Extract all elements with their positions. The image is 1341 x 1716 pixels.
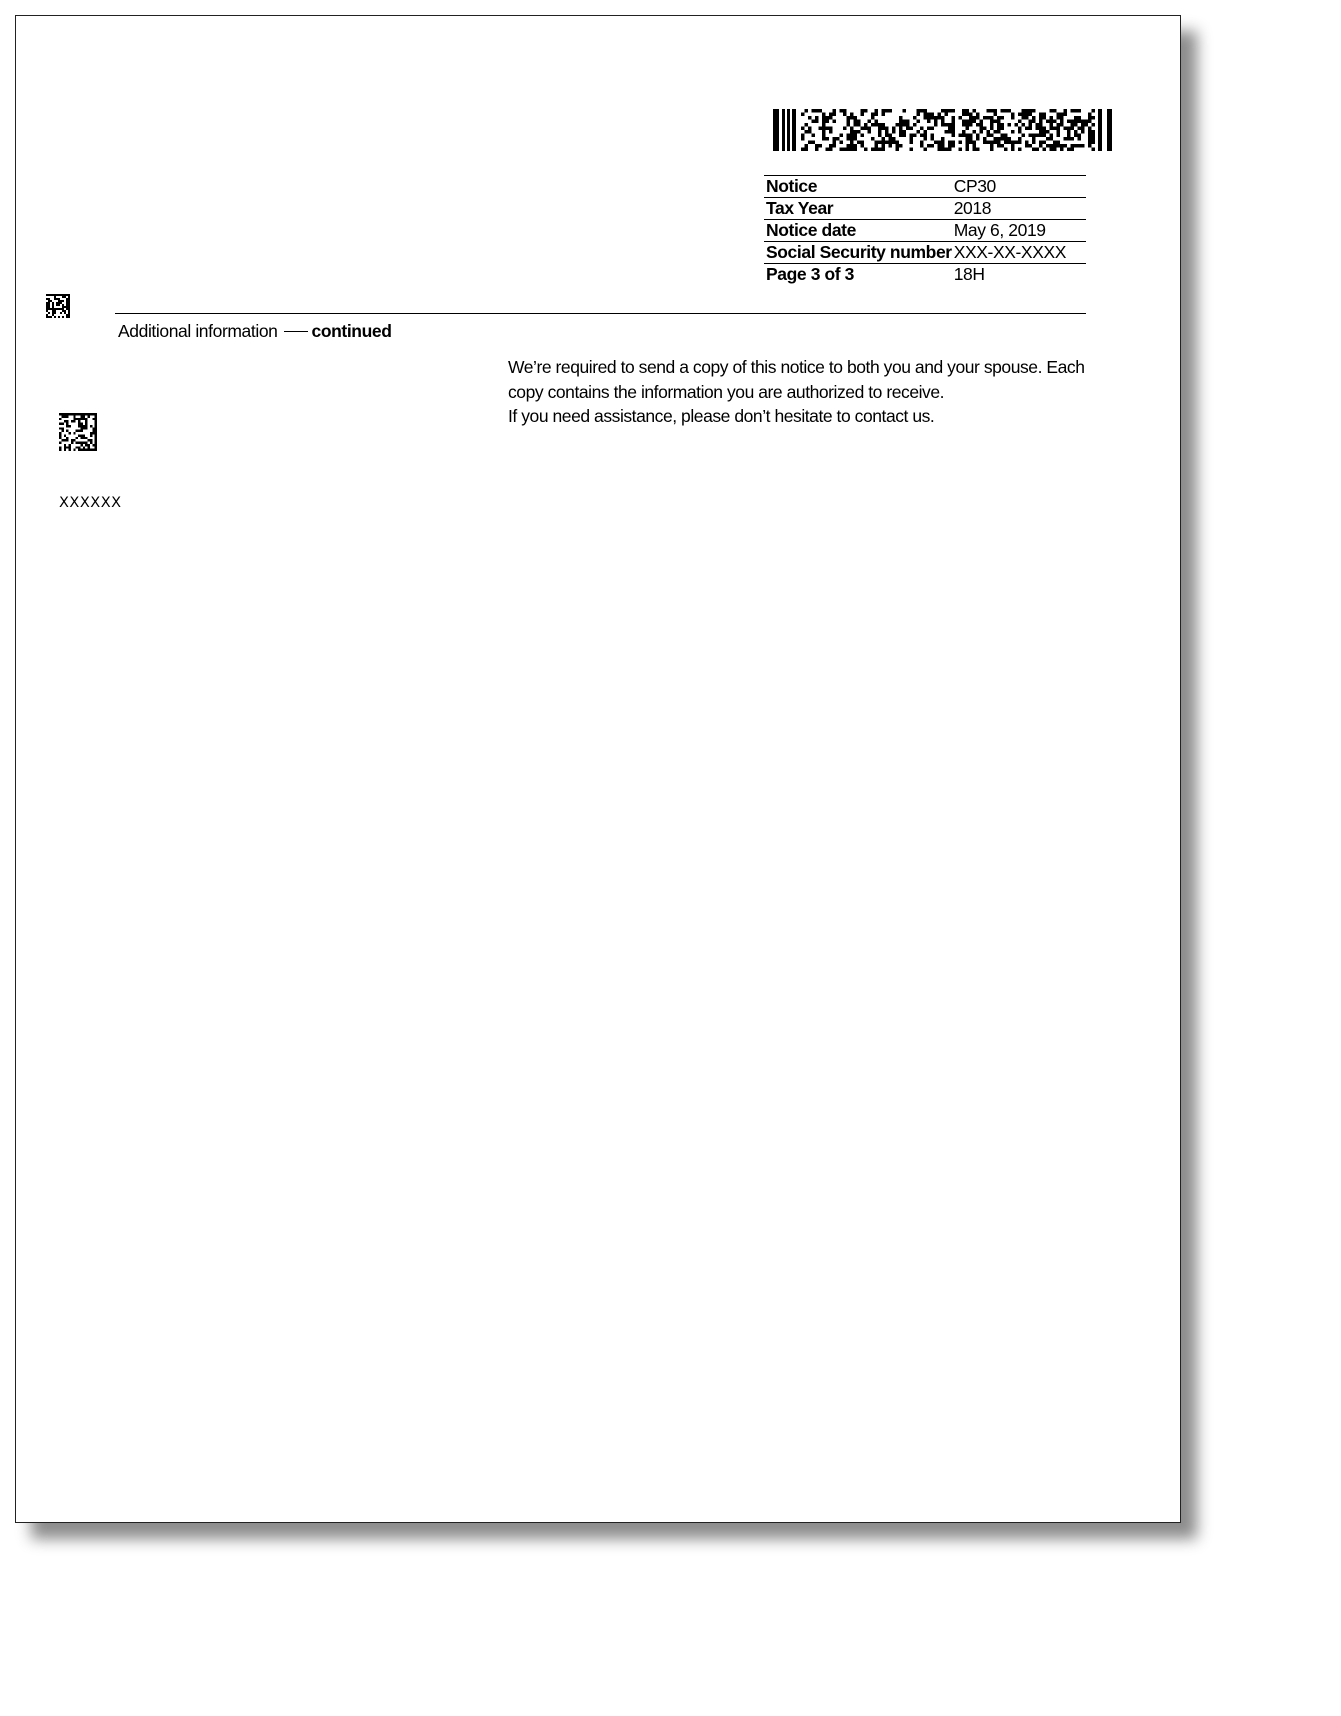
info-row-tax-year <box>764 198 1086 220</box>
info-label: Tax Year <box>764 198 952 220</box>
info-label: Notice <box>764 176 952 198</box>
body-paragraph: We’re required to send a copy of this notice to both you and your spouse. Each copy contains the information you are authorized to receive. <box>508 357 1085 402</box>
info-label: Social Security number <box>766 242 952 262</box>
info-value: CP30 <box>952 176 1086 198</box>
section-heading-suffix: continued <box>311 321 392 341</box>
section-divider <box>115 313 1086 314</box>
notice-info-table <box>764 175 1086 285</box>
info-row-ssn <box>764 242 1086 264</box>
notice-page <box>15 15 1181 1523</box>
side-code: XXXXXX <box>59 495 122 511</box>
info-value: May 6, 2019 <box>952 220 1086 242</box>
data-matrix-barcode <box>773 109 1115 151</box>
info-row-notice-date <box>764 220 1086 242</box>
info-value: 18H <box>953 264 985 284</box>
section-heading <box>118 321 392 342</box>
info-row-page <box>764 264 1086 286</box>
info-value: 2018 <box>952 198 1086 220</box>
info-row-notice <box>764 176 1086 198</box>
body-paragraph: If you need assistance, please don’t hesitate to contact us. <box>508 406 935 426</box>
info-label: Notice date <box>764 220 952 242</box>
body-text <box>508 355 1098 429</box>
large-2d-barcode-icon <box>59 413 97 451</box>
info-label: Page 3 of 3 <box>766 264 854 284</box>
heading-dash <box>284 331 308 332</box>
small-2d-barcode-icon <box>46 294 70 318</box>
info-value: XXX-XX-XXXX <box>952 242 1086 264</box>
section-heading-text: Additional information <box>118 321 278 341</box>
